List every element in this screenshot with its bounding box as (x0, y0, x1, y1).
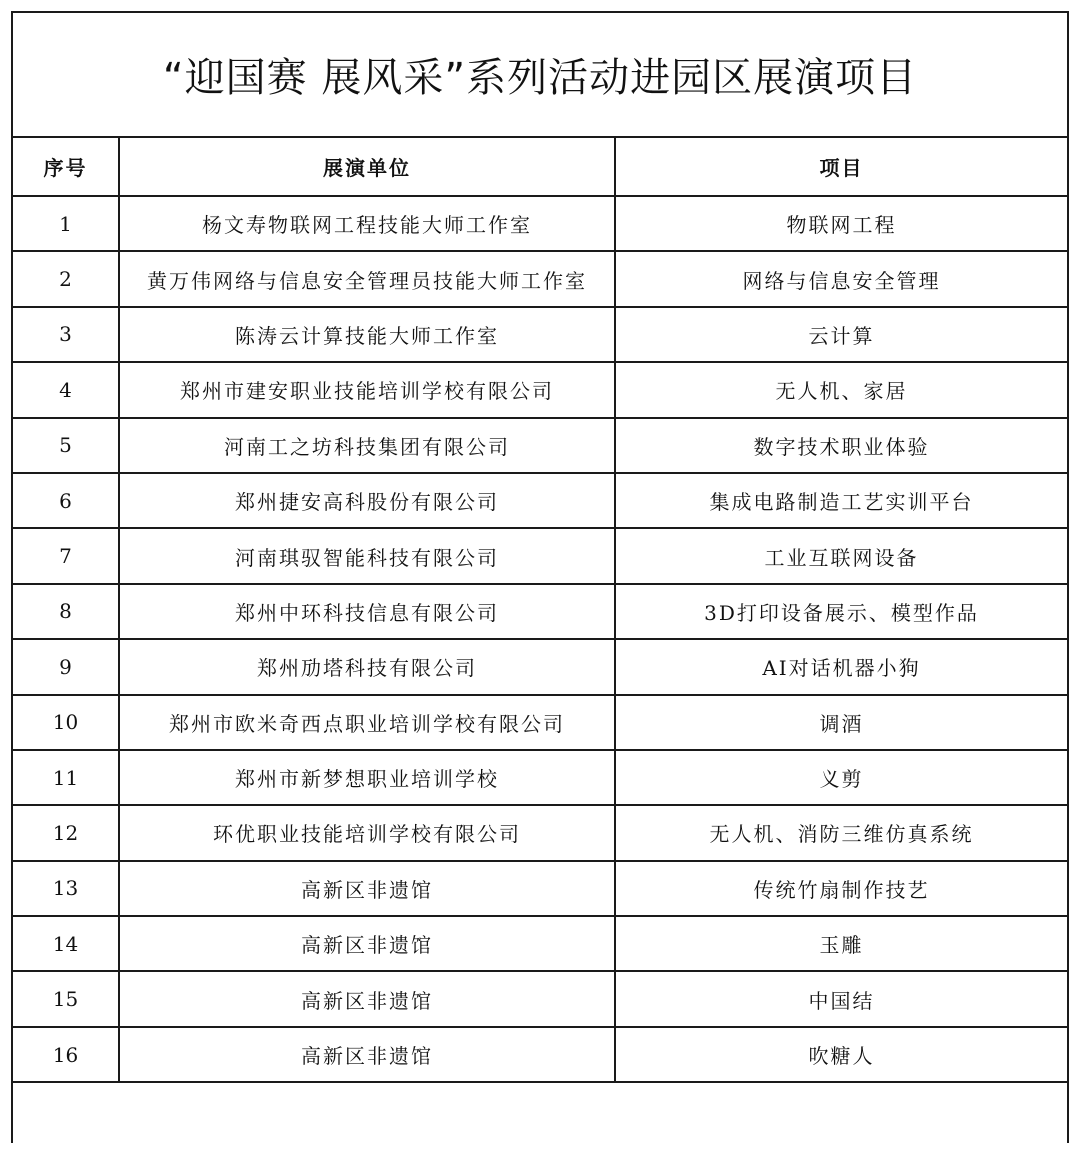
row-index: 2 (13, 251, 119, 306)
row-index: 8 (13, 584, 119, 639)
row-index: 15 (13, 971, 119, 1026)
row-index: 16 (13, 1027, 119, 1082)
row-project: 数字技术职业体验 (615, 418, 1067, 473)
table-row (13, 196, 1067, 251)
table-row (13, 362, 1067, 417)
row-org: 杨文寿物联网工程技能大师工作室 (119, 196, 615, 251)
row-org: 高新区非遗馆 (119, 1027, 615, 1082)
row-index: 3 (13, 307, 119, 362)
row-index: 10 (13, 695, 119, 750)
table-row (13, 750, 1067, 805)
row-org: 高新区非遗馆 (119, 971, 615, 1026)
row-org: 黄万伟网络与信息安全管理员技能大师工作室 (119, 251, 615, 306)
row-org: 高新区非遗馆 (119, 916, 615, 971)
exhibition-table (13, 138, 1067, 1083)
row-org: 郑州市欧米奇西点职业培训学校有限公司 (119, 695, 615, 750)
table-row (13, 971, 1067, 1026)
header-org: 展演单位 (119, 138, 615, 196)
row-org: 郑州市新梦想职业培训学校 (119, 750, 615, 805)
row-index: 11 (13, 750, 119, 805)
table-row (13, 473, 1067, 528)
row-project: 无人机、消防三维仿真系统 (615, 805, 1067, 860)
row-index: 12 (13, 805, 119, 860)
row-project: 网络与信息安全管理 (615, 251, 1067, 306)
header-index: 序号 (13, 138, 119, 196)
row-org: 环优职业技能培训学校有限公司 (119, 805, 615, 860)
row-project: 无人机、家居 (615, 362, 1067, 417)
row-project: 义剪 (615, 750, 1067, 805)
document-title: “迎国赛 展风采”系列活动进园区展演项目 (13, 13, 1067, 138)
row-project: 调酒 (615, 695, 1067, 750)
table-body (13, 196, 1067, 1082)
table-row (13, 418, 1067, 473)
row-org: 河南工之坊科技集团有限公司 (119, 418, 615, 473)
table-row (13, 1027, 1067, 1082)
row-org: 陈涛云计算技能大师工作室 (119, 307, 615, 362)
table-row (13, 916, 1067, 971)
row-org: 高新区非遗馆 (119, 861, 615, 916)
row-index: 1 (13, 196, 119, 251)
row-index: 14 (13, 916, 119, 971)
row-org: 郑州捷安高科股份有限公司 (119, 473, 615, 528)
row-org: 河南琪驭智能科技有限公司 (119, 528, 615, 583)
document-table-frame (11, 11, 1069, 1143)
row-project: 工业互联网设备 (615, 528, 1067, 583)
table-row (13, 251, 1067, 306)
table-row (13, 528, 1067, 583)
table-row (13, 307, 1067, 362)
row-index: 5 (13, 418, 119, 473)
row-org: 郑州市建安职业技能培训学校有限公司 (119, 362, 615, 417)
row-index: 7 (13, 528, 119, 583)
row-project: 吹糖人 (615, 1027, 1067, 1082)
row-index: 13 (13, 861, 119, 916)
row-project: 玉雕 (615, 916, 1067, 971)
row-project: 中国结 (615, 971, 1067, 1026)
row-index: 6 (13, 473, 119, 528)
row-org: 郑州中环科技信息有限公司 (119, 584, 615, 639)
row-project: 云计算 (615, 307, 1067, 362)
row-project: 传统竹扇制作技艺 (615, 861, 1067, 916)
row-project: 物联网工程 (615, 196, 1067, 251)
table-row (13, 861, 1067, 916)
header-project: 项目 (615, 138, 1067, 196)
row-project: 集成电路制造工艺实训平台 (615, 473, 1067, 528)
table-row (13, 695, 1067, 750)
table-row (13, 584, 1067, 639)
table-row (13, 805, 1067, 860)
row-index: 9 (13, 639, 119, 694)
row-project: 3D打印设备展示、模型作品 (615, 584, 1067, 639)
row-org: 郑州劢塔科技有限公司 (119, 639, 615, 694)
row-index: 4 (13, 362, 119, 417)
row-project: AI对话机器小狗 (615, 639, 1067, 694)
table-row (13, 639, 1067, 694)
table-header-row (13, 138, 1067, 196)
